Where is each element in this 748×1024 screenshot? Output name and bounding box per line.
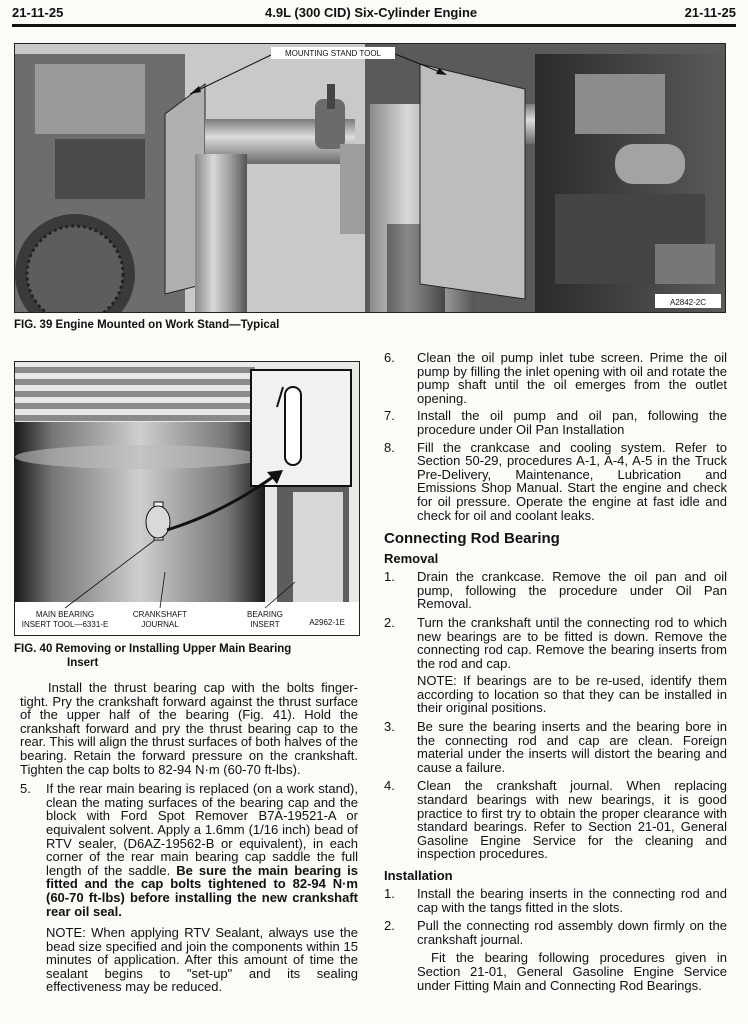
removal-step-3-number: 3.: [384, 719, 395, 735]
figure-40-caption-line2: Insert: [67, 657, 99, 669]
page-header: [12, 5, 736, 23]
bearing-reuse-note: NOTE: If bearings are to be re-used, identify them according to location so that they can be installed in their original positions.: [417, 673, 727, 716]
figure-39-caption: FIG. 39 Engine Mounted on Work Stand—Typical: [14, 319, 280, 331]
mounting-stand-tool-label: MOUNTING STAND TOOL: [284, 49, 382, 58]
figure-40-photo: [14, 361, 360, 636]
removal-step-2: [384, 616, 727, 670]
installation-step-1: [384, 887, 727, 914]
installation-step-2-text: Pull the connecting rod assembly down firmly on the crankshaft journal.: [417, 918, 727, 947]
figure-39-code: A2842-2C: [669, 298, 707, 307]
fit-bearing-paragraph: Fit the bearing following procedures given in Section 21-01, General Gasoline Engine Service under Fitting Main and Connecting Rod Bearings.: [417, 950, 727, 993]
removal-step-2-number: 2.: [384, 614, 395, 630]
step-8-text: Fill the crankcase and cooling system. Refer to Section 50-29, procedures A-1, A-4, A-5 in the Truck Pre-Delivery, Maintenance, Lubrication and Emissions Shop Manual. Start the engine and check for oil pressure. Operate the engine at fast idle and check for oil and coolant leaks.: [417, 439, 727, 523]
step-5-text: If the rear main bearing is replaced (on a work stand), clean the mating surfaces of the bearing cap and the block with Ford Spot Remover B7A-19521-A or equivalent solvent. Apply a 1.6mm (1/16 inch) bead of RTV sealer, (D6AZ-19562-B or equivalent), in each corner of the rear main bearing cap saddle the full length of the saddle.: [46, 781, 358, 878]
step-5-warning: Be sure the main bearing is fitted and the cap bolts tightened to 82-94 N·m (60-70 ft-lbs) before installing the new crankshaft rear oil seal.: [46, 862, 359, 919]
removal-step-1-text: Drain the crankcase. Remove the oil pan and oil pump, following the procedure under Oil Pan Removal.: [417, 569, 727, 612]
figure-40-caption-line1: FIG. 40 Removing or Installing Upper Main Bearing: [14, 643, 292, 655]
page-title: 4.9L (300 CID) Six-Cylinder Engine: [265, 5, 478, 20]
crankshaft-label-line1: CRANKSHAFT: [132, 610, 188, 619]
bearing-insert-illustration: [15, 362, 359, 635]
thrust-bearing-paragraph: Install the thrust bearing cap with the bolts finger-tight. Pry the crankshaft forward against the thrust surface of the upper half of the bearing (Fig. 41). Hold the crankshaft forward and pry the thrust bearing cap to the rear. This will align the thrust surfaces of both halves of the bearing. Retain the forward pressure on the crankshaft. Tighten the cap bolts to 82-94 N·m (60-70 ft-lbs).: [20, 680, 358, 777]
page-number-left: 21-11-25: [12, 5, 64, 20]
bearing-insert-label-line2: INSERT: [250, 620, 280, 629]
left-text-column: [20, 681, 358, 994]
installation-step-1-text: Install the bearing inserts in the connecting rod and cap with the tangs fitted in the slots.: [417, 886, 727, 915]
engine-stand-illustration: [15, 44, 725, 312]
removal-step-1: [384, 570, 727, 611]
step-6: [384, 351, 727, 405]
page-number-right: 21-11-25: [684, 5, 736, 20]
step-6-number: 6.: [384, 350, 395, 365]
removal-step-2-text: Turn the crankshaft until the connecting rod to which new bearings are to be fitted is down. Remove the connecting rod cap. Remove the bearing inserts from the rod and cap.: [417, 614, 727, 671]
step-5: [20, 782, 358, 918]
removal-step-4: [384, 779, 727, 861]
installation-step-2: [384, 919, 727, 946]
removal-step-3: [384, 720, 727, 774]
bearing-insert-label-line1: BEARING: [246, 610, 284, 619]
right-text-column: [384, 351, 727, 992]
figure-40-caption: [14, 642, 291, 670]
figure-40-code: A2962-1E: [309, 618, 345, 627]
step-6-text: Clean the oil pump inlet tube screen. Prime the oil pump by filling the inlet opening with oil and rotate the pump shaft until the oil emerges from the outlet opening.: [417, 350, 727, 406]
header-rule: [12, 24, 736, 27]
installation-step-1-number: 1.: [384, 886, 395, 901]
step-7-text: Install the oil pump and oil pan, following the procedure under Oil Pan Installation: [417, 408, 727, 437]
rtv-sealant-note: NOTE: When applying RTV Sealant, always use the bead size specified and join the components within 15 minutes of application. After this amount of time the sealant begins to "set-up" and its sealing effectiveness may be reduced.: [46, 925, 358, 995]
removal-heading: Removal: [384, 551, 439, 567]
step-7: [384, 409, 727, 436]
step-7-number: 7.: [384, 408, 395, 424]
main-bearing-label-line1: MAIN BEARING: [35, 610, 95, 619]
step-8-number: 8.: [384, 439, 395, 455]
section-title-connecting-rod-bearing: Connecting Rod Bearing: [384, 530, 560, 548]
step-5-number: 5.: [20, 781, 31, 797]
crankshaft-label-line2: JOURNAL: [141, 620, 179, 629]
installation-heading: Installation: [384, 868, 453, 883]
installation-step-2-number: 2.: [384, 918, 395, 934]
step-8: [384, 441, 727, 523]
removal-step-1-number: 1.: [384, 569, 395, 585]
removal-step-3-text: Be sure the bearing inserts and the bearing bore in the connecting rod and cap are clean. Foreign material under the inserts will distort the bearing and cause a failure.: [417, 719, 727, 775]
removal-step-4-number: 4.: [384, 778, 395, 794]
removal-step-4-text: Clean the crankshaft journal. When replacing standard bearings with new bearings, it is good practice to first try to obtain the proper clearance with standard bearings. Refer to Section 21-01, General Gasoline Engine Service for the cleaning and inspection procedures.: [417, 778, 727, 862]
figure-39-photo: [14, 43, 726, 313]
main-bearing-label-line2: INSERT TOOL—6331-E: [21, 620, 109, 629]
